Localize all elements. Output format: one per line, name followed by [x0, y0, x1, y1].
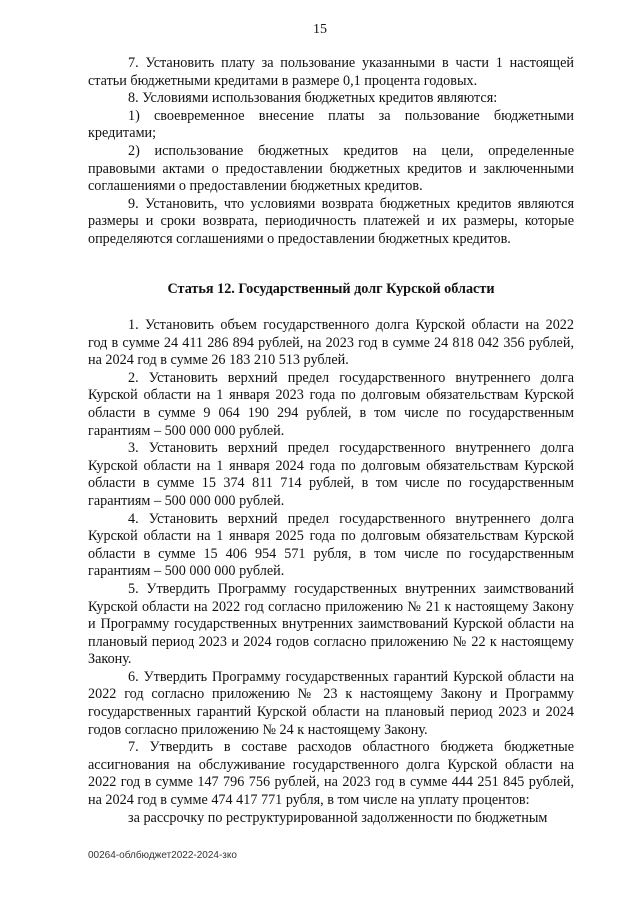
paragraph-8-conditions: 8. Условиями использования бюджетных кредитов являются: — [128, 90, 498, 107]
article-12-body — [88, 317, 574, 827]
paragraph-7-fee: 7. Установить плату за пользование указанными в части 1 настоящей статьи бюджетными кредитами в размере 0,1 процента годовых. — [88, 55, 574, 89]
article-title: Статья 12. Государственный долг Курской области — [167, 281, 495, 297]
page-number: 15 — [313, 22, 327, 37]
article-12-heading-block — [88, 280, 574, 298]
article-paragraph-4: 4. Установить верхний предел государственного внутреннего долга Курской области на 1 января 2025 года по долговым обязательствам Курской области в сумме 15 406 954 571 рубля, в том числе по государственным гарантиям – 500 000 000 рублей. — [88, 510, 574, 580]
paragraph-9-return: 9. Установить, что условиями возврата бюджетных кредитов являются размеры и сроки возврата, периодичность платежей и их размеры, которые определяются соглашениями о предоставлении бюджетных кредитов. — [88, 195, 574, 247]
article-paragraph-2: 2. Установить верхний предел государственного внутреннего долга Курской области на 1 января 2023 года по долговым обязательствам Курской области в сумме 9 064 190 294 рублей, в том числе по государственным гарантиям – 500 000 000 рублей. — [88, 369, 574, 439]
article-paragraph-7-item: за рассрочку по реструктурированной задолженности по бюджетным — [128, 809, 548, 826]
condition-item-2: 2) использование бюджетных кредитов на цели, определенные правовыми актами о предоставлении бюджетных кредитов и заключенными соглашениями о предоставлении бюджетных кредитов. — [88, 142, 574, 195]
document-footer-code: 00264-облбюджет2022-2024-зко — [88, 850, 237, 861]
article-paragraph-5: 5. Утвердить Программу государственных внутренних заимствований Курской области на 2022 год согласно приложению № 21 к настоящему Закону и Программу государственных внутренних заимствований Курской области на плановый период 2023 и 2024 годов согласно приложению № 22 к настоящему Закону. — [88, 580, 574, 668]
article-paragraph-3: 3. Установить верхний предел государственного внутреннего долга Курской области на 1 января 2024 года по долговым обязательствам Курской области в сумме 15 374 811 714 рублей, в том числе по государственным гарантиям – 500 000 000 рублей. — [88, 440, 574, 509]
article-paragraph-6: 6. Утвердить Программу государственных гарантий Курской области на 2022 год согласно приложению № 23 к настоящему Закону и Программу государственных гарантий Курской области на плановый период 2023 и 2024 годов согласно приложению № 24 к настоящему Закону. — [88, 668, 574, 738]
article-paragraph-1: 1. Установить объем государственного долга Курской области на 2022 год в сумме 24 411 286 894 рублей, на 2023 год в сумме 24 818 042 356 рублей, на 2024 год в сумме 26 183 210 513 рублей. — [88, 317, 574, 369]
article-paragraph-7: 7. Утвердить в составе расходов областного бюджета бюджетные ассигнования на обслуживание государственного долга Курской области на 2022 год в сумме 147 796 756 рублей, на 2023 год в сумме 444 251 845 рублей, на 2024 год в сумме 474 417 771 рубля, в том числе на уплату процентов: — [88, 739, 574, 809]
top-section — [88, 55, 574, 249]
condition-item-1: 1) своевременное внесение платы за пользование бюджетными кредитами; — [88, 107, 574, 142]
